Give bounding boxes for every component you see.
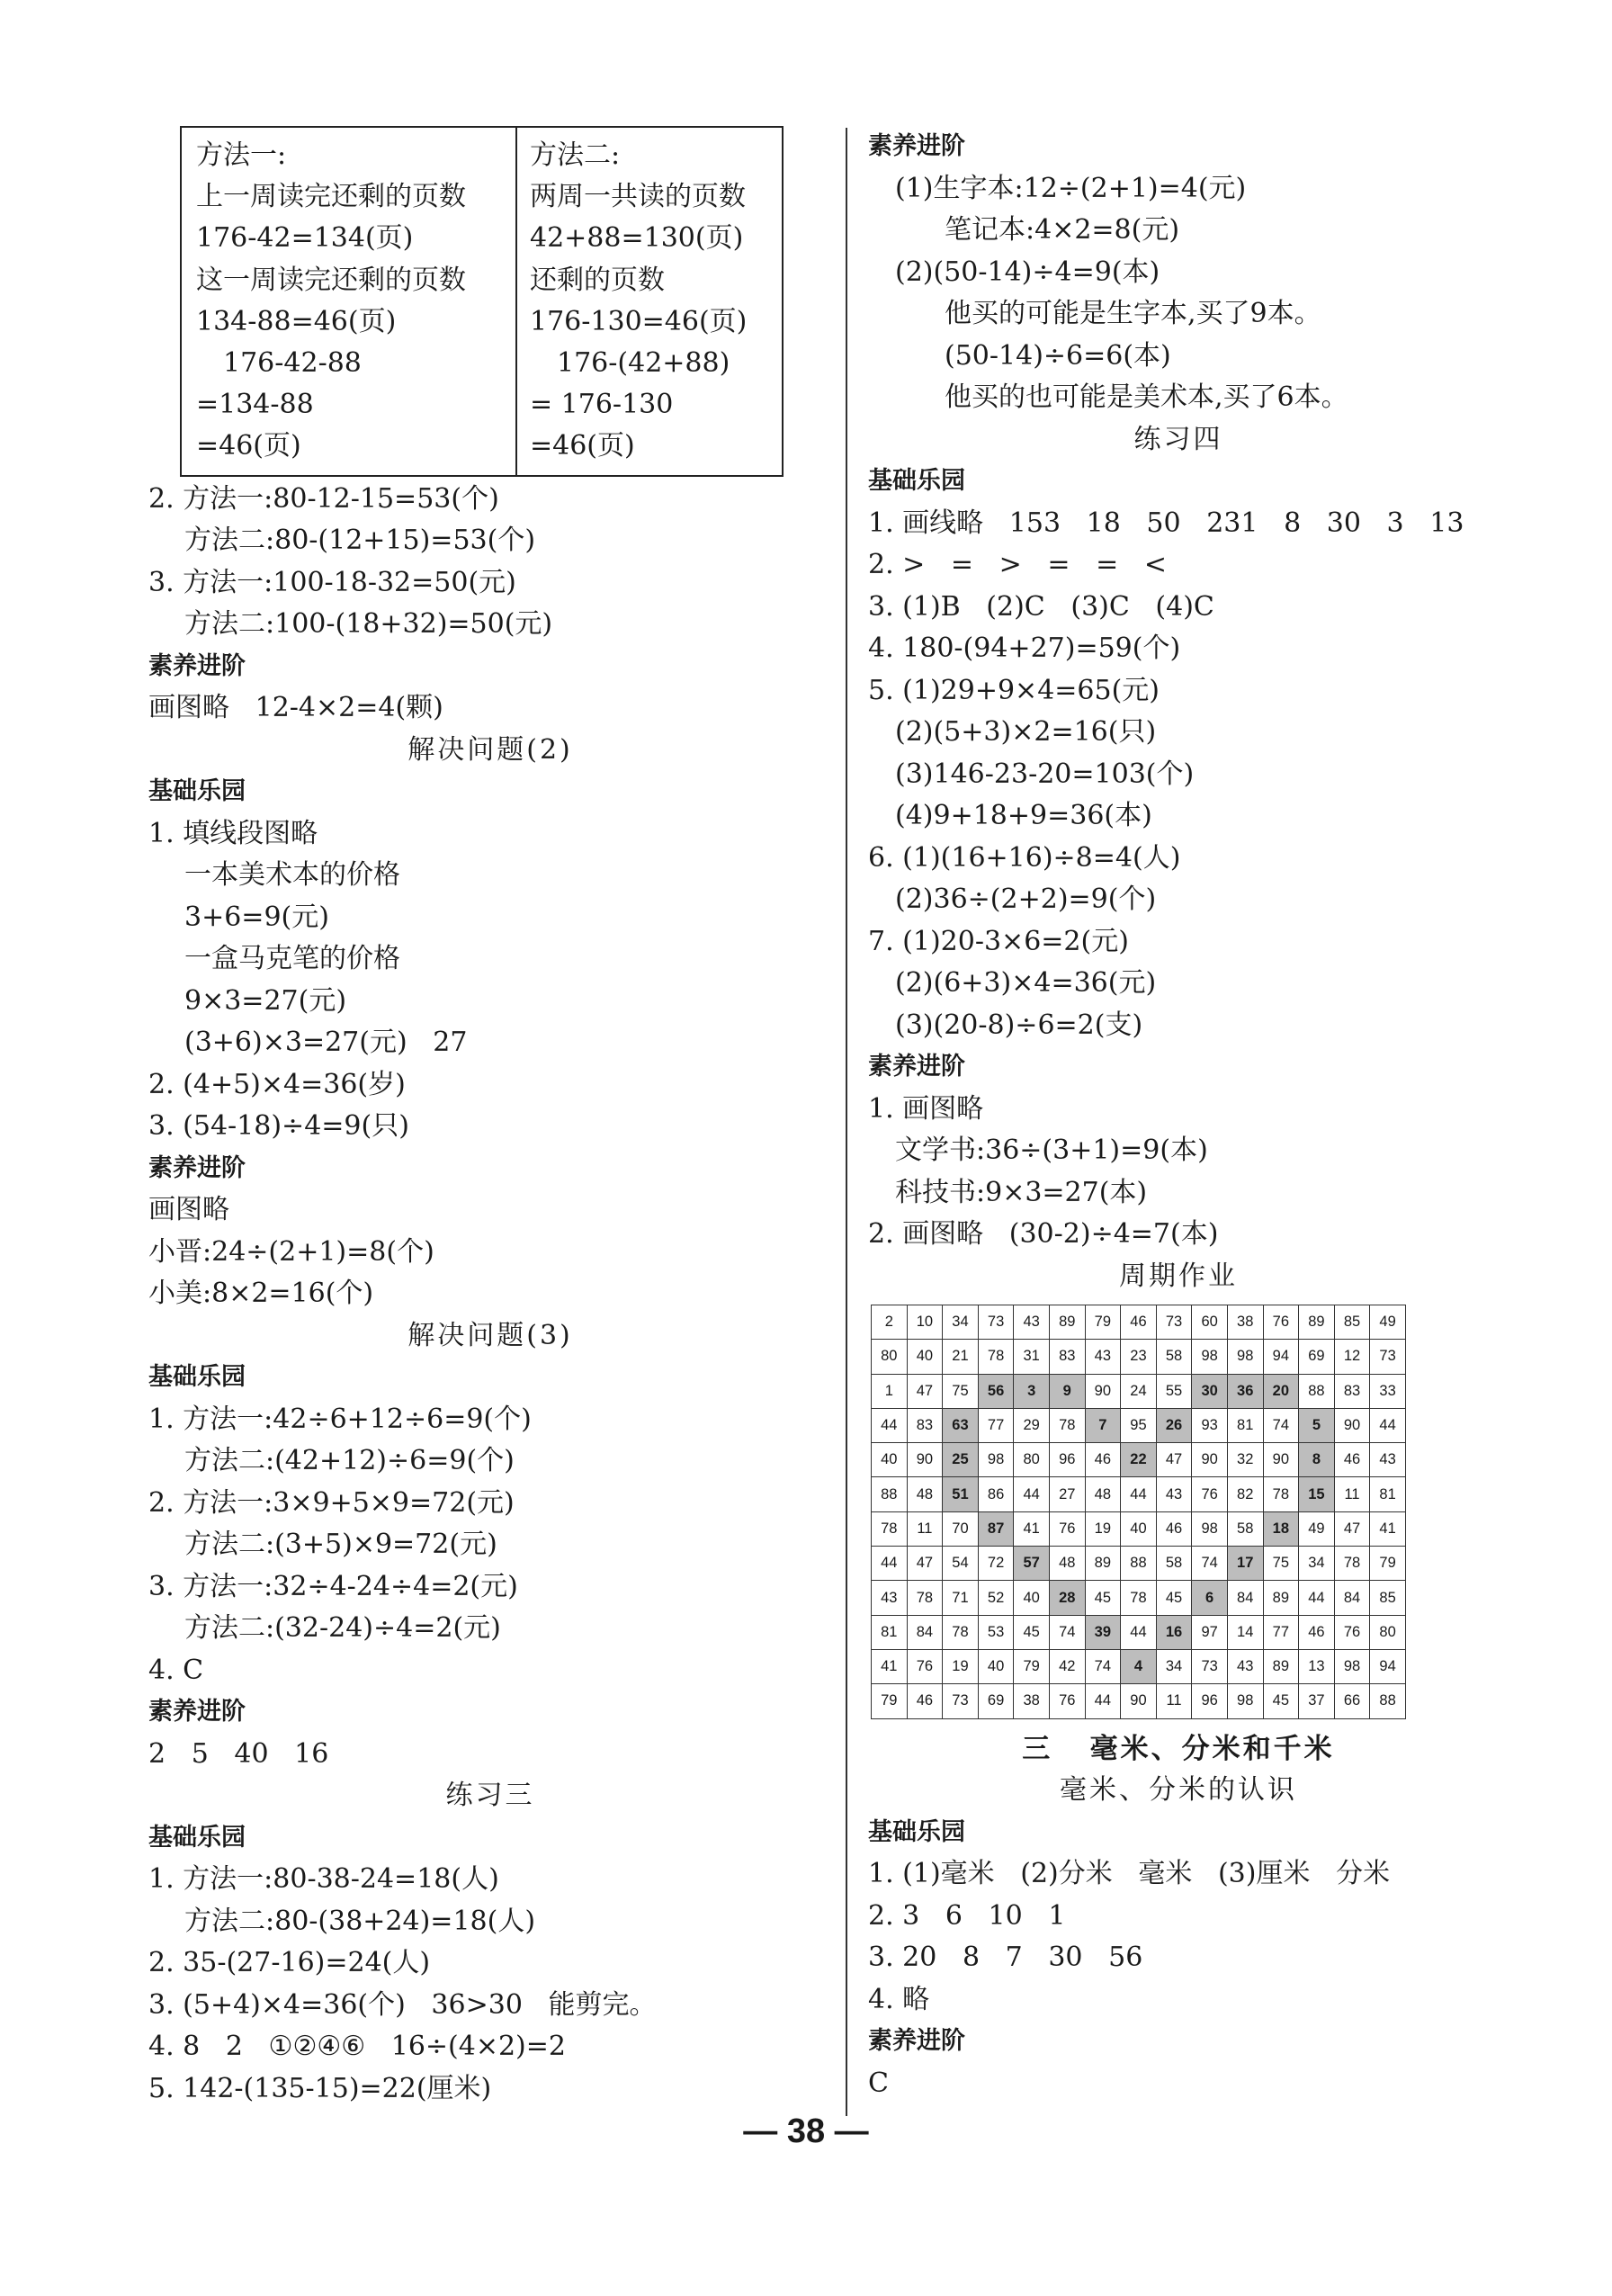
- grid-cell: 5: [1299, 1408, 1335, 1442]
- grid-cell: 76: [1049, 1684, 1085, 1718]
- section-heading: 基础乐园: [148, 1823, 246, 1852]
- answer-line: 科技书:9×3=27(本): [895, 1176, 1148, 1208]
- grid-cell: 87: [978, 1511, 1014, 1546]
- grid-cell: 23: [1121, 1340, 1157, 1374]
- grid-cell: 44: [1370, 1408, 1406, 1442]
- answer-line: 5. (1)29+9×4=65(元): [868, 674, 1160, 706]
- grid-cell: 17: [1227, 1547, 1263, 1581]
- grid-cell: 28: [1049, 1581, 1085, 1615]
- grid-cell: 36: [1227, 1374, 1263, 1408]
- grid-cell: 37: [1299, 1684, 1335, 1718]
- grid-row: [872, 1581, 1406, 1615]
- grid-cell: 8: [1299, 1443, 1335, 1477]
- grid-cell: 32: [1227, 1443, 1263, 1477]
- grid-cell: 21: [943, 1340, 979, 1374]
- grid-cell: 78: [1121, 1581, 1157, 1615]
- method-one-line: 这一周读完还剩的页数: [196, 264, 466, 296]
- grid-cell: 98: [978, 1443, 1014, 1477]
- section-heading: 素养进阶: [868, 1053, 965, 1081]
- grid-cell: 73: [943, 1684, 979, 1718]
- grid-cell: 10: [907, 1305, 943, 1340]
- answer-line: 2. 35-(27-16)=24(人): [148, 1947, 431, 1978]
- section-heading: 素养进阶: [868, 2027, 965, 2056]
- lesson-title: 毫米、分米的认识: [1060, 1774, 1297, 1807]
- grid-row: [872, 1408, 1406, 1442]
- grid-cell: 46: [1085, 1443, 1121, 1477]
- grid-cell: 19: [943, 1649, 979, 1683]
- grid-cell: 73: [978, 1305, 1014, 1340]
- grid-cell: 89: [1263, 1581, 1299, 1615]
- right-column: [868, 126, 1489, 2104]
- answer-line: 4. 8 2 ①②④⑥ 16÷(4×2)=2: [148, 2031, 566, 2062]
- grid-cell: 79: [872, 1684, 908, 1718]
- answer-line: 4. 180-(94+27)=59(个): [868, 632, 1181, 664]
- grid-row: [872, 1443, 1406, 1477]
- answer-line: 1. 画图略: [868, 1092, 984, 1125]
- method-two-line: 方法二:: [530, 139, 621, 171]
- grid-cell: 57: [1014, 1547, 1050, 1581]
- grid-cell: 83: [1049, 1340, 1085, 1374]
- answer-line: 方法二:80-(12+15)=53(个): [184, 525, 536, 556]
- grid-cell: 43: [1227, 1649, 1263, 1683]
- grid-cell: 34: [943, 1305, 979, 1340]
- grid-cell: 97: [1192, 1615, 1228, 1649]
- grid-cell: 96: [1049, 1443, 1085, 1477]
- grid-cell: 94: [1370, 1649, 1406, 1683]
- grid-cell: 84: [1334, 1581, 1370, 1615]
- answer-line: 2. 方法一:3×9+5×9=72(元): [148, 1486, 515, 1519]
- grid-cell: 88: [1299, 1374, 1335, 1408]
- grid-cell: 26: [1156, 1408, 1192, 1442]
- grid-cell: 73: [1370, 1340, 1406, 1374]
- page-number: — 38 —: [743, 2112, 869, 2150]
- grid-row: [872, 1374, 1406, 1408]
- grid-cell: 55: [1156, 1374, 1192, 1408]
- grid-cell: 79: [1085, 1305, 1121, 1340]
- lesson-title: 解决问题(2): [407, 733, 573, 766]
- lesson-title: 解决问题(3): [407, 1319, 573, 1351]
- grid-cell: 76: [1334, 1615, 1370, 1649]
- grid-cell: 85: [1370, 1581, 1406, 1615]
- grid-cell: 46: [1121, 1305, 1157, 1340]
- grid-cell: 79: [1014, 1649, 1050, 1683]
- method-one-line: 方法一:: [196, 139, 287, 171]
- method-one-cell: [182, 128, 517, 475]
- grid-cell: 41: [872, 1649, 908, 1683]
- grid-cell: 27: [1049, 1477, 1085, 1511]
- grid-cell: 78: [1049, 1408, 1085, 1442]
- answer-line: 2. (4+5)×4=36(岁): [148, 1068, 406, 1100]
- grid-cell: 81: [872, 1615, 908, 1649]
- grid-cell: 6: [1192, 1581, 1228, 1615]
- grid-cell: 40: [1121, 1511, 1157, 1546]
- method-two-line: =46(页): [530, 430, 635, 462]
- grid-cell: 78: [872, 1511, 908, 1546]
- grid-cell: 80: [1014, 1443, 1050, 1477]
- grid-cell: 88: [1121, 1547, 1157, 1581]
- grid-cell: 77: [1263, 1615, 1299, 1649]
- method-one-line: 176-42-88: [223, 346, 362, 379]
- grid-cell: 4: [1121, 1649, 1157, 1683]
- answer-line: (2)(50-14)÷4=9(本): [895, 256, 1160, 288]
- method-two-line: 176-(42+88): [557, 346, 730, 379]
- grid-row: [872, 1477, 1406, 1511]
- answer-line: 小晋:24÷(2+1)=8(个): [148, 1235, 434, 1268]
- method-two-line: 176-130=46(页): [530, 305, 748, 337]
- grid-cell: 44: [1014, 1477, 1050, 1511]
- section-heading: 素养进阶: [148, 1698, 246, 1726]
- grid-cell: 47: [907, 1547, 943, 1581]
- section-heading: 素养进阶: [148, 651, 246, 680]
- method-two-line: 两周一共读的页数: [530, 181, 746, 213]
- grid-cell: 82: [1227, 1477, 1263, 1511]
- grid-cell: 60: [1192, 1305, 1228, 1340]
- grid-cell: 13: [1299, 1649, 1335, 1683]
- answer-line: (3)(20-8)÷6=2(支): [895, 1009, 1143, 1041]
- grid-cell: 44: [872, 1408, 908, 1442]
- answer-line: 文学书:36÷(3+1)=9(本): [895, 1135, 1208, 1166]
- grid-cell: 33: [1370, 1374, 1406, 1408]
- grid-cell: 90: [907, 1443, 943, 1477]
- method-one-line: =134-88: [196, 389, 314, 421]
- grid-cell: 76: [1049, 1511, 1085, 1546]
- answer-line: (2)36÷(2+2)=9(个): [895, 883, 1157, 915]
- grid-cell: 58: [1156, 1547, 1192, 1581]
- grid-cell: 83: [907, 1408, 943, 1442]
- grid-row: [872, 1305, 1406, 1340]
- answer-line: C: [868, 2067, 889, 2099]
- grid-cell: 44: [1299, 1581, 1335, 1615]
- grid-cell: 88: [872, 1477, 908, 1511]
- grid-cell: 45: [1263, 1684, 1299, 1718]
- grid-cell: 11: [1334, 1477, 1370, 1511]
- grid-cell: 49: [1370, 1305, 1406, 1340]
- grid-cell: 90: [1121, 1684, 1157, 1718]
- grid-cell: 44: [1121, 1477, 1157, 1511]
- answer-line: (3+6)×3=27(元) 27: [184, 1027, 468, 1058]
- method-one-line: 上一周读完还剩的页数: [196, 181, 466, 213]
- grid-cell: 43: [872, 1581, 908, 1615]
- grid-cell: 43: [1370, 1443, 1406, 1477]
- answer-line: 1. 方法一:42÷6+12÷6=9(个): [148, 1403, 532, 1435]
- answer-line: 一本美术本的价格: [184, 859, 400, 891]
- grid-cell: 15: [1299, 1477, 1335, 1511]
- method-one-line: 134-88=46(页): [196, 305, 397, 337]
- method-two-line: = 176-130: [530, 389, 674, 421]
- answer-line: 2. 画图略 (30-2)÷4=7(本): [868, 1218, 1219, 1250]
- answer-line: (50-14)÷6=6(本): [945, 339, 1171, 372]
- column-divider: [846, 128, 847, 2116]
- grid-cell: 43: [1085, 1340, 1121, 1374]
- section-heading: 基础乐园: [148, 777, 246, 805]
- grid-cell: 38: [1227, 1305, 1263, 1340]
- answer-line: 2. 3 6 10 1: [868, 1899, 1066, 1932]
- grid-cell: 40: [978, 1649, 1014, 1683]
- grid-cell: 81: [1227, 1408, 1263, 1442]
- grid-cell: 96: [1192, 1684, 1228, 1718]
- grid-cell: 95: [1121, 1408, 1157, 1442]
- grid-cell: 31: [1014, 1340, 1050, 1374]
- grid-cell: 73: [1192, 1649, 1228, 1683]
- grid-cell: 89: [1085, 1547, 1121, 1581]
- grid-cell: 74: [1192, 1547, 1228, 1581]
- answer-line: 笔记本:4×2=8(元): [945, 214, 1180, 246]
- method-two-line: 还剩的页数: [530, 264, 665, 296]
- grid-cell: 45: [1014, 1615, 1050, 1649]
- grid-cell: 29: [1014, 1408, 1050, 1442]
- grid-cell: 44: [1121, 1615, 1157, 1649]
- grid-cell: 89: [1049, 1305, 1085, 1340]
- grid-cell: 78: [907, 1581, 943, 1615]
- grid-cell: 93: [1192, 1408, 1228, 1442]
- grid-cell: 44: [872, 1547, 908, 1581]
- answer-line: 他买的可能是生字本,买了9本。: [945, 298, 1321, 329]
- answer-line: 2. 方法一:80-12-15=53(个): [148, 482, 499, 515]
- grid-cell: 40: [872, 1443, 908, 1477]
- grid-cell: 80: [1370, 1615, 1406, 1649]
- grid-cell: 52: [978, 1581, 1014, 1615]
- grid-cell: 89: [1299, 1305, 1335, 1340]
- grid-row: [872, 1340, 1406, 1374]
- section-heading: 素养进阶: [148, 1153, 246, 1182]
- grid-row: [872, 1684, 1406, 1718]
- grid-cell: 90: [1085, 1374, 1121, 1408]
- grid-cell: 46: [1156, 1511, 1192, 1546]
- grid-cell: 76: [1192, 1477, 1228, 1511]
- grid-cell: 43: [1156, 1477, 1192, 1511]
- grid-cell: 22: [1121, 1443, 1157, 1477]
- grid-cell: 11: [907, 1511, 943, 1546]
- section-heading: 基础乐园: [868, 1817, 965, 1846]
- grid-cell: 46: [1334, 1443, 1370, 1477]
- grid-row: [872, 1547, 1406, 1581]
- method-one-line: =46(页): [196, 430, 301, 462]
- answer-line: 3. 方法一:100-18-32=50(元): [148, 566, 516, 598]
- answer-line: 方法二:100-(18+32)=50(元): [184, 608, 553, 640]
- answer-line: 1. 画线略 153 18 50 231 8 30 3 13: [868, 507, 1464, 539]
- answer-line: 3. (1)B (2)C (3)C (4)C: [868, 590, 1214, 623]
- grid-cell: 69: [1299, 1340, 1335, 1374]
- grid-cell: 40: [907, 1340, 943, 1374]
- answer-line: 3+6=9(元): [184, 901, 329, 933]
- method-two-cell: [517, 128, 782, 475]
- grid-cell: 7: [1085, 1408, 1121, 1442]
- grid-cell: 48: [1049, 1547, 1085, 1581]
- grid-cell: 34: [1299, 1547, 1335, 1581]
- grid-cell: 80: [872, 1340, 908, 1374]
- grid-cell: 56: [978, 1374, 1014, 1408]
- answer-line: (4)9+18+9=36(本): [895, 800, 1152, 831]
- grid-cell: 45: [1156, 1581, 1192, 1615]
- answer-line: 方法二:80-(38+24)=18(人): [184, 1905, 536, 1937]
- answer-line: 4. C: [148, 1654, 204, 1686]
- section-heading: 素养进阶: [868, 132, 965, 160]
- grid-cell: 90: [1192, 1443, 1228, 1477]
- number-grid: [871, 1305, 1406, 1719]
- answer-line: 5. 142-(135-15)=22(厘米): [148, 2072, 492, 2104]
- answer-line: 2 5 40 16: [148, 1737, 329, 1770]
- grid-cell: 69: [978, 1684, 1014, 1718]
- lesson-title: 周期作业: [1119, 1260, 1238, 1292]
- answer-line: 2. > = > = = <: [868, 549, 1168, 580]
- grid-cell: 51: [943, 1477, 979, 1511]
- grid-row: [872, 1615, 1406, 1649]
- grid-cell: 40: [1014, 1581, 1050, 1615]
- grid-cell: 86: [978, 1477, 1014, 1511]
- grid-cell: 46: [907, 1684, 943, 1718]
- grid-cell: 12: [1334, 1340, 1370, 1374]
- grid-cell: 78: [943, 1615, 979, 1649]
- answer-line: (2)(6+3)×4=36(元): [895, 967, 1157, 999]
- grid-cell: 41: [1370, 1511, 1406, 1546]
- unit-title: 三 毫米、分米和千米: [1022, 1732, 1335, 1765]
- lesson-title: 练习四: [1133, 423, 1223, 455]
- answer-line: 1. 方法一:80-38-24=18(人): [148, 1863, 499, 1895]
- answer-line: 4. 略: [868, 1983, 930, 2015]
- grid-cell: 38: [1014, 1684, 1050, 1718]
- answer-line: 方法二:(32-24)÷4=2(元): [184, 1612, 501, 1644]
- grid-cell: 88: [1370, 1684, 1406, 1718]
- answer-line: 7. (1)20-3×6=2(元): [868, 925, 1129, 957]
- grid-cell: 2: [872, 1305, 908, 1340]
- grid-cell: 24: [1121, 1374, 1157, 1408]
- grid-cell: 48: [1085, 1477, 1121, 1511]
- answer-line: 3. 20 8 7 30 56: [868, 1942, 1143, 1974]
- answer-line: 画图略: [148, 1194, 229, 1225]
- answer-line: 3. (5+4)×4=36(个) 36>30 能剪完。: [148, 1988, 657, 2021]
- grid-cell: 79: [1370, 1547, 1406, 1581]
- grid-cell: 63: [943, 1408, 979, 1442]
- answer-line: 方法二:(3+5)×9=72(元): [184, 1529, 497, 1560]
- grid-cell: 90: [1263, 1443, 1299, 1477]
- grid-cell: 75: [1263, 1547, 1299, 1581]
- grid-cell: 78: [1334, 1547, 1370, 1581]
- grid-cell: 77: [978, 1408, 1014, 1442]
- section-heading: 基础乐园: [868, 467, 965, 495]
- grid-cell: 98: [1227, 1684, 1263, 1718]
- grid-cell: 98: [1334, 1649, 1370, 1683]
- grid-cell: 58: [1227, 1511, 1263, 1546]
- grid-cell: 39: [1085, 1615, 1121, 1649]
- answer-line: (2)(5+3)×2=16(只): [895, 716, 1157, 748]
- grid-cell: 1: [872, 1374, 908, 1408]
- grid-cell: 74: [1049, 1615, 1085, 1649]
- grid-cell: 98: [1192, 1511, 1228, 1546]
- grid-cell: 20: [1263, 1374, 1299, 1408]
- answer-line: 方法二:(42+12)÷6=9(个): [184, 1445, 515, 1476]
- answer-line: 6. (1)(16+16)÷8=4(人): [868, 841, 1181, 874]
- grid-cell: 89: [1263, 1649, 1299, 1683]
- method-one-line: 176-42=134(页): [196, 222, 414, 255]
- grid-cell: 30: [1192, 1374, 1228, 1408]
- grid-cell: 47: [1334, 1511, 1370, 1546]
- grid-cell: 18: [1263, 1511, 1299, 1546]
- grid-cell: 9: [1049, 1374, 1085, 1408]
- grid-cell: 72: [978, 1547, 1014, 1581]
- answer-line: 他买的也可能是美术本,买了6本。: [945, 381, 1348, 413]
- grid-cell: 19: [1085, 1511, 1121, 1546]
- answer-line: (1)生字本:12÷(2+1)=4(元): [895, 172, 1247, 204]
- grid-cell: 47: [907, 1374, 943, 1408]
- grid-cell: 76: [907, 1649, 943, 1683]
- grid-cell: 83: [1334, 1374, 1370, 1408]
- grid-cell: 78: [978, 1340, 1014, 1374]
- grid-cell: 41: [1014, 1511, 1050, 1546]
- grid-cell: 58: [1156, 1340, 1192, 1374]
- grid-cell: 54: [943, 1547, 979, 1581]
- grid-cell: 44: [1085, 1684, 1121, 1718]
- answer-line: 3. (54-18)÷4=9(只): [148, 1110, 409, 1142]
- answer-line: 画图略 12-4×2=4(颗): [148, 692, 443, 723]
- answer-line: 1. (1)毫米 (2)分米 毫米 (3)厘米 分米: [868, 1858, 1391, 1890]
- grid-cell: 90: [1334, 1408, 1370, 1442]
- answer-line: 一盒马克笔的价格: [184, 943, 400, 974]
- grid-cell: 66: [1334, 1684, 1370, 1718]
- grid-cell: 11: [1156, 1684, 1192, 1718]
- grid-cell: 47: [1156, 1443, 1192, 1477]
- grid-cell: 74: [1263, 1408, 1299, 1442]
- grid-cell: 76: [1263, 1305, 1299, 1340]
- grid-cell: 42: [1049, 1649, 1085, 1683]
- grid-cell: 34: [1156, 1649, 1192, 1683]
- grid-row: [872, 1511, 1406, 1546]
- grid-cell: 81: [1370, 1477, 1406, 1511]
- grid-cell: 48: [907, 1477, 943, 1511]
- grid-cell: 74: [1085, 1649, 1121, 1683]
- grid-cell: 73: [1156, 1305, 1192, 1340]
- grid-cell: 98: [1192, 1340, 1228, 1374]
- section-heading: 基础乐园: [148, 1363, 246, 1391]
- grid-cell: 85: [1334, 1305, 1370, 1340]
- grid-cell: 75: [943, 1374, 979, 1408]
- grid-cell: 78: [1263, 1477, 1299, 1511]
- grid-cell: 46: [1299, 1615, 1335, 1649]
- grid-cell: 45: [1085, 1581, 1121, 1615]
- grid-cell: 94: [1263, 1340, 1299, 1374]
- answer-line: 9×3=27(元): [184, 984, 347, 1017]
- answer-line: (3)146-23-20=103(个): [895, 758, 1195, 790]
- grid-cell: 43: [1014, 1305, 1050, 1340]
- grid-row: [872, 1649, 1406, 1683]
- grid-cell: 3: [1014, 1374, 1050, 1408]
- method-two-line: 42+88=130(页): [530, 222, 744, 255]
- left-column: [148, 126, 832, 2110]
- grid-cell: 14: [1227, 1615, 1263, 1649]
- grid-cell: 16: [1156, 1615, 1192, 1649]
- grid-cell: 84: [1227, 1581, 1263, 1615]
- grid-cell: 49: [1299, 1511, 1335, 1546]
- grid-cell: 71: [943, 1581, 979, 1615]
- grid-cell: 84: [907, 1615, 943, 1649]
- answer-line: 小美:8×2=16(个): [148, 1278, 374, 1309]
- answer-line: 1. 填线段图略: [148, 817, 318, 849]
- grid-cell: 98: [1227, 1340, 1263, 1374]
- grid-cell: 25: [943, 1443, 979, 1477]
- grid-cell: 70: [943, 1511, 979, 1546]
- grid-cell: 53: [978, 1615, 1014, 1649]
- answer-line: 3. 方法一:32÷4-24÷4=2(元): [148, 1570, 518, 1602]
- methods-table: [180, 126, 784, 477]
- lesson-title: 练习三: [445, 1780, 535, 1811]
